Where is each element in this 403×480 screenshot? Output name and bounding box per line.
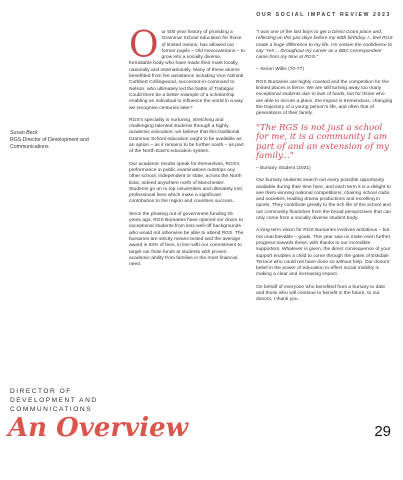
body-paragraph: Our bursary students search out every possible opportunity available during their time here, and each term it is a delight to see them winning national competitions; chairing school clubs and societies; leading drama productions and excelling in sports. They contribute greatly to the rich life of the school and our community flourishes from the broad perspectives that can only come from a socially diverse student body. — [256, 178, 392, 222]
pull-quote-attribution: – Bursary Student (2021) — [256, 165, 311, 171]
body-paragraph: Our academic results speak for themselves, RGS's performance in public examinations outstrips any other school, independent or state, across the North East, indeed anywhere north of Manchester. Students go on to top universities and ultimately into professional lives which make a significant contribution to the region and countries success. — [129, 161, 243, 205]
caption-role: RGS Director of Development and Communications — [10, 137, 89, 150]
section-label: DIRECTOR OF DEVELOPMENT AND COMMUNICATIONS — [10, 388, 98, 413]
body-paragraph: Since the phasing out of government funding 25 years ago, RGS Bursaries have opened our doors to exceptional students from less well-off backgrounds who would not otherwise be able to attend RGS. The bursaries are strictly means tested and the average award is 93% of fees, in line with our commitment to target our finite funds at students with proven academic ability from families in the most financial need. — [129, 211, 244, 268]
article-column-1 — [129, 25, 245, 274]
body-paragraph: RGS's speciality is nurturing, stretching and challenging talented students through a highly academic education; we believe that this traditional Grammar School education ought to be available as an option – as it remains to be further south – as part of the North East's education system. — [129, 117, 244, 155]
article-column-2 — [256, 30, 393, 310]
body-paragraph: A long-term vision for RGS Bursaries involves ambitious – but not unachievable – goals. This year saw us make even further progress towards these, with thanks to our incredible supporters. Whatever is given, the direct consequence of your support enables a child to come through the gates of Eskdale Terrace who could not have done so without help. Our donors' belief in the power of education to effect social mobility is making a clear and increasing impact. — [256, 228, 391, 278]
page-number: 29 — [374, 423, 391, 440]
alumni-quote: "I was one of the last boys to get a Direct Grant place and, reflecting on this just days before my 60th birthday, I...feel RGS made a huge difference to my life. I'm certain the confidence to say 'Yes'... throughout my career as a BBC correspondent came from my time at RGS." — [256, 30, 393, 61]
running-header: OUR SOCIAL IMPACT REVIEW 2023 — [256, 12, 391, 18]
intro-text: ur 500 year history of providing a Grammar School education for those of limited means, has allowed our former pupils – Old Novocastrians – to grow into a socially diverse, formidable body who have made their mark locally, nationally and internationally. Many of these alumni benefitted from fee assistance including Vice Admiral Cuthbert Collingwood, successor-in-command to Nelson, who ultimately led the battle of Trafalgar. Could there be a better example of a scholarship enabling an individual to influence the world in a way we recognise centuries later? — [129, 30, 245, 111]
photo-caption — [10, 130, 118, 151]
pull-quote: "The RGS is not just a school for me, it is a community I am part of and an extension of my family..." — [256, 122, 389, 162]
caption-name: Susan Beck — [10, 130, 38, 136]
intro-paragraph — [129, 25, 245, 112]
section-title: An Overview — [8, 413, 189, 443]
body-paragraph: On behalf of everyone who benefited from a bursary to date and those who will continue to benefit in the future, to our donors, I thank you. — [256, 284, 386, 303]
alumni-quote-attribution: – Simon Willis (70-77) — [256, 67, 304, 73]
drop-cap: O — [129, 25, 159, 66]
body-paragraph: RGS Bursaries are highly coveted and the competition for the limited places is fierce. We are still turning away too many exceptional students due to lack of funds, but for those who are able to secure a place, the impact is tremendous, changing the trajectory of a young person's life, and often that of generations of their family. — [256, 79, 393, 117]
